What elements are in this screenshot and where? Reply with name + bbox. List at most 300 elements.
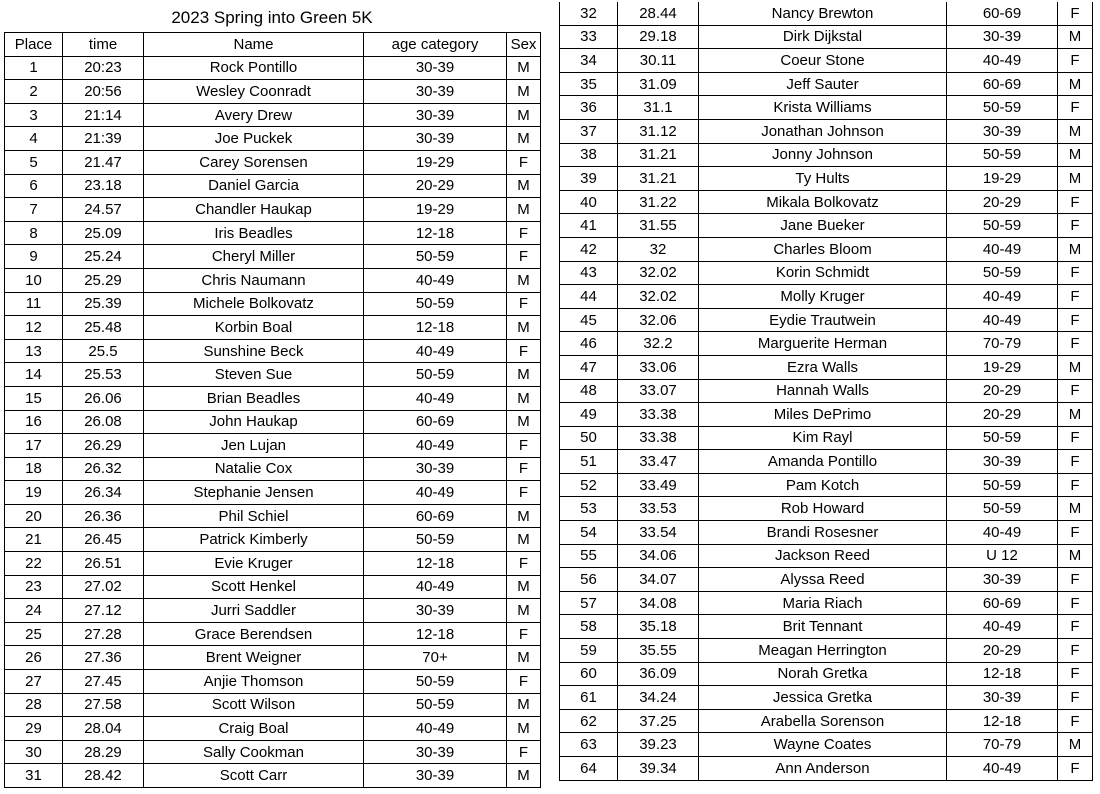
time-cell: 35.55: [618, 639, 699, 663]
name-cell: Phil Schiel: [144, 504, 364, 528]
time-cell: 36.09: [618, 662, 699, 686]
table-row: [5, 56, 541, 80]
time-cell: 34.24: [618, 686, 699, 710]
table-row: [560, 96, 1093, 120]
name-cell: Steven Sue: [144, 363, 364, 387]
table-row: [560, 308, 1093, 332]
table-row: [560, 143, 1093, 167]
age-category-cell: 12-18: [364, 622, 507, 646]
sex-cell: F: [507, 245, 541, 269]
age-category-cell: 70+: [364, 646, 507, 670]
time-cell: 31.12: [618, 119, 699, 143]
table-row: [5, 599, 541, 623]
place-cell: 35: [560, 72, 618, 96]
age-category-cell: 40-49: [364, 575, 507, 599]
sex-cell: F: [507, 670, 541, 694]
sex-cell: F: [1058, 757, 1093, 781]
sex-cell: F: [1058, 473, 1093, 497]
page-title: 2023 Spring into Green 5K: [171, 8, 373, 27]
age-category-cell: 50-59: [364, 245, 507, 269]
sex-cell: F: [507, 292, 541, 316]
place-cell: 32: [560, 2, 618, 25]
sex-cell: F: [1058, 426, 1093, 450]
age-category-cell: 50-59: [364, 693, 507, 717]
sex-cell: F: [507, 434, 541, 458]
age-category-cell: 30-39: [364, 127, 507, 151]
place-cell: 15: [5, 386, 63, 410]
place-cell: 54: [560, 521, 618, 545]
name-cell: Jonny Johnson: [699, 143, 947, 167]
time-cell: 27.12: [63, 599, 144, 623]
place-cell: 22: [5, 552, 63, 576]
age-category-cell: 60-69: [947, 2, 1058, 25]
table-row: [560, 261, 1093, 285]
table-row: [5, 646, 541, 670]
table-row: [560, 403, 1093, 427]
age-category-cell: 60-69: [947, 72, 1058, 96]
time-cell: 26.32: [63, 457, 144, 481]
name-cell: Scott Carr: [144, 764, 364, 788]
sex-cell: M: [507, 316, 541, 340]
sex-cell: F: [507, 481, 541, 505]
table-row: [560, 591, 1093, 615]
table-row: [5, 575, 541, 599]
sex-cell: F: [1058, 332, 1093, 356]
table-row: [5, 528, 541, 552]
age-category-cell: 50-59: [947, 96, 1058, 120]
table-row: [5, 339, 541, 363]
sex-cell: M: [507, 646, 541, 670]
age-category-cell: 50-59: [947, 143, 1058, 167]
age-category-cell: 30-39: [364, 80, 507, 104]
time-cell: 33.07: [618, 379, 699, 403]
header-time: time: [63, 33, 144, 57]
place-cell: 14: [5, 363, 63, 387]
place-cell: 57: [560, 591, 618, 615]
age-category-cell: 30-39: [364, 56, 507, 80]
age-category-cell: 70-79: [947, 332, 1058, 356]
name-cell: Brian Beadles: [144, 386, 364, 410]
table-row: [560, 497, 1093, 521]
table-row: [5, 150, 541, 174]
sex-cell: M: [1058, 237, 1093, 261]
place-cell: 16: [5, 410, 63, 434]
name-cell: Grace Berendsen: [144, 622, 364, 646]
sex-cell: F: [1058, 591, 1093, 615]
place-cell: 51: [560, 450, 618, 474]
name-cell: Rock Pontillo: [144, 56, 364, 80]
sex-cell: M: [507, 599, 541, 623]
sex-cell: M: [507, 693, 541, 717]
place-cell: 56: [560, 568, 618, 592]
age-category-cell: 30-39: [364, 599, 507, 623]
name-cell: Stephanie Jensen: [144, 481, 364, 505]
sex-cell: M: [507, 410, 541, 434]
table-row: [5, 174, 541, 198]
age-category-cell: 40-49: [947, 237, 1058, 261]
place-cell: 38: [560, 143, 618, 167]
age-category-cell: 50-59: [947, 426, 1058, 450]
age-category-cell: 12-18: [364, 552, 507, 576]
place-cell: 33: [560, 25, 618, 49]
age-category-cell: 19-29: [947, 355, 1058, 379]
name-cell: Alyssa Reed: [699, 568, 947, 592]
time-cell: 27.36: [63, 646, 144, 670]
sex-cell: M: [507, 174, 541, 198]
name-cell: Dirk Dijkstal: [699, 25, 947, 49]
place-cell: 21: [5, 528, 63, 552]
name-cell: Marguerite Herman: [699, 332, 947, 356]
place-cell: 48: [560, 379, 618, 403]
sex-cell: F: [1058, 2, 1093, 25]
sex-cell: F: [1058, 379, 1093, 403]
name-cell: Daniel Garcia: [144, 174, 364, 198]
table-row: [5, 717, 541, 741]
name-cell: Krista Williams: [699, 96, 947, 120]
age-category-cell: 40-49: [364, 339, 507, 363]
age-category-cell: 30-39: [364, 764, 507, 788]
sex-cell: M: [507, 198, 541, 222]
sex-cell: F: [1058, 450, 1093, 474]
place-cell: 44: [560, 285, 618, 309]
table-row: [560, 2, 1093, 25]
age-category-cell: 50-59: [947, 214, 1058, 238]
sex-cell: F: [1058, 662, 1093, 686]
age-category-cell: 30-39: [364, 740, 507, 764]
name-cell: Jessica Gretka: [699, 686, 947, 710]
name-cell: Chandler Haukap: [144, 198, 364, 222]
sex-cell: F: [1058, 521, 1093, 545]
time-cell: 26.08: [63, 410, 144, 434]
table-row: [560, 686, 1093, 710]
place-cell: 53: [560, 497, 618, 521]
place-cell: 27: [5, 670, 63, 694]
age-category-cell: 50-59: [364, 528, 507, 552]
time-cell: 34.06: [618, 544, 699, 568]
table-row: [560, 119, 1093, 143]
time-cell: 25.39: [63, 292, 144, 316]
age-category-cell: 50-59: [364, 292, 507, 316]
time-cell: 21.47: [63, 150, 144, 174]
age-category-cell: 40-49: [947, 521, 1058, 545]
time-cell: 39.34: [618, 757, 699, 781]
name-cell: Natalie Cox: [144, 457, 364, 481]
time-cell: 25.5: [63, 339, 144, 363]
age-category-cell: 60-69: [364, 410, 507, 434]
place-cell: 20: [5, 504, 63, 528]
age-category-cell: 40-49: [947, 757, 1058, 781]
place-cell: 55: [560, 544, 618, 568]
age-category-cell: 50-59: [364, 363, 507, 387]
place-cell: 7: [5, 198, 63, 222]
time-cell: 32.02: [618, 285, 699, 309]
place-cell: 60: [560, 662, 618, 686]
name-cell: Sunshine Beck: [144, 339, 364, 363]
sex-cell: F: [1058, 615, 1093, 639]
age-category-cell: 70-79: [947, 733, 1058, 757]
place-cell: 52: [560, 473, 618, 497]
sex-cell: M: [507, 386, 541, 410]
table-row: [560, 167, 1093, 191]
place-cell: 62: [560, 709, 618, 733]
place-cell: 47: [560, 355, 618, 379]
time-cell: 26.34: [63, 481, 144, 505]
table-row: [560, 379, 1093, 403]
name-cell: Jeff Sauter: [699, 72, 947, 96]
place-cell: 5: [5, 150, 63, 174]
place-cell: 24: [5, 599, 63, 623]
sex-cell: F: [1058, 709, 1093, 733]
place-cell: 63: [560, 733, 618, 757]
name-cell: Coeur Stone: [699, 49, 947, 73]
name-cell: Scott Wilson: [144, 693, 364, 717]
time-cell: 33.54: [618, 521, 699, 545]
place-cell: 12: [5, 316, 63, 340]
table-row: [560, 473, 1093, 497]
name-cell: Michele Bolkovatz: [144, 292, 364, 316]
age-category-cell: 40-49: [364, 434, 507, 458]
name-cell: Norah Gretka: [699, 662, 947, 686]
sex-cell: M: [507, 363, 541, 387]
time-cell: 27.45: [63, 670, 144, 694]
sex-cell: F: [1058, 308, 1093, 332]
place-cell: 4: [5, 127, 63, 151]
time-cell: 26.06: [63, 386, 144, 410]
time-cell: 20:23: [63, 56, 144, 80]
name-cell: Cheryl Miller: [144, 245, 364, 269]
table-row: [5, 670, 541, 694]
age-category-cell: 40-49: [947, 49, 1058, 73]
table-row: [560, 355, 1093, 379]
age-category-cell: 30-39: [947, 450, 1058, 474]
table-row: [5, 552, 541, 576]
name-cell: Jonathan Johnson: [699, 119, 947, 143]
time-cell: 25.24: [63, 245, 144, 269]
sex-cell: M: [1058, 25, 1093, 49]
header-sex: Sex: [507, 33, 541, 57]
place-cell: 43: [560, 261, 618, 285]
place-cell: 39: [560, 167, 618, 191]
time-cell: 33.47: [618, 450, 699, 474]
name-cell: Arabella Sorenson: [699, 709, 947, 733]
age-category-cell: 30-39: [947, 119, 1058, 143]
sex-cell: F: [507, 552, 541, 576]
place-cell: 23: [5, 575, 63, 599]
sex-cell: M: [507, 103, 541, 127]
time-cell: 32: [618, 237, 699, 261]
table-row: [5, 481, 541, 505]
place-cell: 40: [560, 190, 618, 214]
sex-cell: M: [507, 268, 541, 292]
place-cell: 17: [5, 434, 63, 458]
table-row: [560, 190, 1093, 214]
place-cell: 6: [5, 174, 63, 198]
age-category-cell: 50-59: [947, 497, 1058, 521]
sex-cell: F: [507, 150, 541, 174]
table-row: [5, 127, 541, 151]
time-cell: 26.36: [63, 504, 144, 528]
time-cell: 26.45: [63, 528, 144, 552]
sex-cell: F: [1058, 49, 1093, 73]
place-cell: 64: [560, 757, 618, 781]
sex-cell: F: [1058, 639, 1093, 663]
sex-cell: M: [507, 764, 541, 788]
table-row: [560, 757, 1093, 781]
time-cell: 34.07: [618, 568, 699, 592]
name-cell: Molly Kruger: [699, 285, 947, 309]
sex-cell: M: [507, 575, 541, 599]
time-cell: 33.53: [618, 497, 699, 521]
sex-cell: F: [1058, 214, 1093, 238]
table-row: [560, 426, 1093, 450]
name-cell: Mikala Bolkovatz: [699, 190, 947, 214]
name-cell: Eydie Trautwein: [699, 308, 947, 332]
place-cell: 8: [5, 221, 63, 245]
header-place: Place: [5, 33, 63, 57]
place-cell: 37: [560, 119, 618, 143]
sex-cell: F: [507, 457, 541, 481]
age-category-cell: 30-39: [364, 457, 507, 481]
age-category-cell: 12-18: [947, 662, 1058, 686]
age-category-cell: 50-59: [364, 670, 507, 694]
table-row: [5, 693, 541, 717]
name-cell: John Haukap: [144, 410, 364, 434]
name-cell: Jackson Reed: [699, 544, 947, 568]
place-cell: 61: [560, 686, 618, 710]
place-cell: 28: [5, 693, 63, 717]
name-cell: Scott Henkel: [144, 575, 364, 599]
sex-cell: F: [507, 339, 541, 363]
name-cell: Pam Kotch: [699, 473, 947, 497]
name-cell: Anjie Thomson: [144, 670, 364, 694]
time-cell: 33.49: [618, 473, 699, 497]
time-cell: 20:56: [63, 80, 144, 104]
time-cell: 26.29: [63, 434, 144, 458]
table-row: [560, 615, 1093, 639]
place-cell: 18: [5, 457, 63, 481]
table-row: [560, 450, 1093, 474]
sex-cell: M: [1058, 733, 1093, 757]
place-cell: 10: [5, 268, 63, 292]
name-cell: Joe Puckek: [144, 127, 364, 151]
table-row: [5, 363, 541, 387]
time-cell: 31.1: [618, 96, 699, 120]
place-cell: 41: [560, 214, 618, 238]
name-cell: Wayne Coates: [699, 733, 947, 757]
table-row: [5, 622, 541, 646]
sex-cell: M: [507, 80, 541, 104]
age-category-cell: 30-39: [947, 568, 1058, 592]
table-row: [5, 764, 541, 788]
age-category-cell: 50-59: [947, 473, 1058, 497]
sex-cell: M: [1058, 355, 1093, 379]
place-cell: 36: [560, 96, 618, 120]
time-cell: 21:39: [63, 127, 144, 151]
place-cell: 9: [5, 245, 63, 269]
name-cell: Iris Beadles: [144, 221, 364, 245]
name-cell: Nancy Brewton: [699, 2, 947, 25]
results-table-right: [559, 2, 1093, 781]
sex-cell: M: [507, 56, 541, 80]
time-cell: 32.06: [618, 308, 699, 332]
age-category-cell: 30-39: [947, 25, 1058, 49]
time-cell: 31.55: [618, 214, 699, 238]
sex-cell: M: [507, 528, 541, 552]
time-cell: 32.02: [618, 261, 699, 285]
time-cell: 25.09: [63, 221, 144, 245]
table-row: [560, 237, 1093, 261]
table-row: [560, 662, 1093, 686]
results-table-left: [4, 32, 541, 788]
age-category-cell: 40-49: [364, 481, 507, 505]
name-cell: Rob Howard: [699, 497, 947, 521]
table-row: [5, 410, 541, 434]
name-cell: Ezra Walls: [699, 355, 947, 379]
time-cell: 29.18: [618, 25, 699, 49]
table-row: [5, 740, 541, 764]
time-cell: 37.25: [618, 709, 699, 733]
name-cell: Hannah Walls: [699, 379, 947, 403]
place-cell: 46: [560, 332, 618, 356]
age-category-cell: 20-29: [947, 403, 1058, 427]
time-cell: 31.21: [618, 167, 699, 191]
place-cell: 29: [5, 717, 63, 741]
age-category-cell: 12-18: [364, 316, 507, 340]
age-category-cell: 60-69: [947, 591, 1058, 615]
sex-cell: M: [1058, 403, 1093, 427]
age-category-cell: 40-49: [947, 308, 1058, 332]
place-cell: 25: [5, 622, 63, 646]
time-cell: 30.11: [618, 49, 699, 73]
time-cell: 25.48: [63, 316, 144, 340]
sex-cell: F: [1058, 190, 1093, 214]
time-cell: 27.58: [63, 693, 144, 717]
time-cell: 35.18: [618, 615, 699, 639]
table-row: [560, 521, 1093, 545]
time-cell: 25.53: [63, 363, 144, 387]
sex-cell: M: [1058, 119, 1093, 143]
place-cell: 42: [560, 237, 618, 261]
age-category-cell: 20-29: [947, 379, 1058, 403]
sex-cell: M: [507, 717, 541, 741]
table-row: [5, 386, 541, 410]
time-cell: 39.23: [618, 733, 699, 757]
table-row: [560, 733, 1093, 757]
sex-cell: M: [1058, 544, 1093, 568]
place-cell: 45: [560, 308, 618, 332]
sex-cell: F: [507, 622, 541, 646]
place-cell: 31: [5, 764, 63, 788]
name-cell: Evie Kruger: [144, 552, 364, 576]
age-category-cell: 19-29: [364, 198, 507, 222]
age-category-cell: 19-29: [364, 150, 507, 174]
age-category-cell: 40-49: [364, 386, 507, 410]
place-cell: 1: [5, 56, 63, 80]
name-cell: Brandi Rosesner: [699, 521, 947, 545]
age-category-cell: 20-29: [947, 190, 1058, 214]
name-cell: Brit Tennant: [699, 615, 947, 639]
table-row: [5, 316, 541, 340]
age-category-cell: 30-39: [364, 103, 507, 127]
name-cell: Kim Rayl: [699, 426, 947, 450]
name-cell: Craig Boal: [144, 717, 364, 741]
age-category-cell: 20-29: [364, 174, 507, 198]
table-row: [560, 49, 1093, 73]
time-cell: 31.21: [618, 143, 699, 167]
table-row: [560, 709, 1093, 733]
sex-cell: F: [1058, 568, 1093, 592]
name-cell: Charles Bloom: [699, 237, 947, 261]
